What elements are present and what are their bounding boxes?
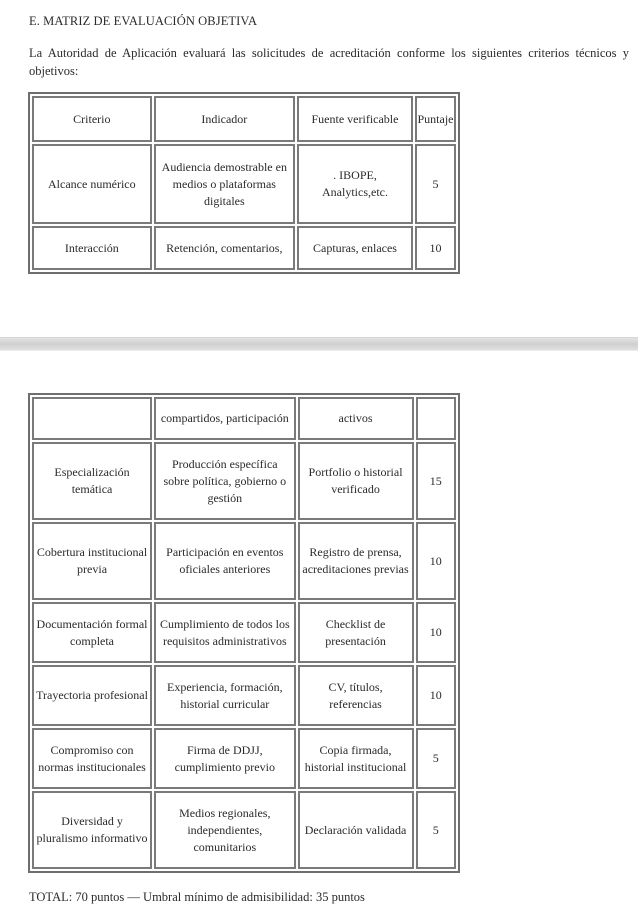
evaluation-matrix-table-part-2 [28,393,460,873]
cell-puntaje: 10 [415,226,456,270]
cell-fuente: Checklist de presentación [298,602,414,663]
cell-indicador: Participación en eventos oficiales anteriores [154,522,295,600]
cell-fuente: Capturas, enlaces [297,226,413,270]
cell-indicador: Producción específica sobre política, gobierno o gestión [154,442,295,520]
cell-criterio: Interacción [32,226,152,270]
cell-fuente: Declaración validada [298,791,414,869]
header-puntaje: Puntaje [415,96,456,142]
table-row [32,397,456,440]
cell-indicador: Audiencia demostrable en medios o plataformas digitales [154,144,295,224]
page-break-divider [0,337,638,351]
cell-criterio: Diversidad y pluralismo informativo [32,791,152,869]
section-heading: E. MATRIZ DE EVALUACIÓN OBJETIVA [29,14,258,28]
cell-fuente: . IBOPE, Analytics,etc. [297,144,413,224]
cell-fuente: Portfolio o historial verificado [298,442,414,520]
header-indicador: Indicador [154,96,295,142]
cell-indicador: compartidos, participación [154,397,295,440]
table-row [32,442,456,520]
table-row [32,602,456,663]
total-score-summary: TOTAL: 70 puntos — Umbral mínimo de admisibilidad: 35 puntos [29,890,365,904]
cell-indicador: Cumplimiento de todos los requisitos administrativos [154,602,295,663]
table-header-row [32,96,456,142]
cell-puntaje: 5 [416,791,456,869]
cell-puntaje: 10 [416,522,456,600]
cell-puntaje: 10 [416,665,456,726]
cell-criterio: Compromiso con normas institucionales [32,728,152,789]
intro-paragraph: La Autoridad de Aplicación evaluará las solicitudes de acreditación conforme los siguientes criterios técnicos y objetivos: [29,46,629,78]
cell-puntaje: 5 [416,728,456,789]
table-row [32,144,456,224]
cell-puntaje: 5 [415,144,456,224]
cell-fuente: Registro de prensa, acreditaciones previas [298,522,414,600]
table-row [32,226,456,270]
table-row [32,728,456,789]
header-criterio: Criterio [32,96,152,142]
table-row [32,665,456,726]
cell-indicador: Medios regionales, independientes, comunitarios [154,791,295,869]
cell-fuente: activos [298,397,414,440]
table-row [32,791,456,869]
cell-criterio: Especialización temática [32,442,152,520]
cell-criterio [32,397,152,440]
cell-criterio: Trayectoria profesional [32,665,152,726]
cell-indicador: Firma de DDJJ, cumplimiento previo [154,728,295,789]
evaluation-matrix-table-part-1 [28,92,460,274]
cell-indicador: Experiencia, formación, historial curricular [154,665,295,726]
table-row [32,522,456,600]
cell-puntaje: 10 [416,602,456,663]
cell-criterio: Alcance numérico [32,144,152,224]
cell-puntaje: 15 [416,442,456,520]
cell-fuente: CV, títulos, referencias [298,665,414,726]
cell-indicador: Retención, comentarios, [154,226,295,270]
header-fuente: Fuente verificable [297,96,413,142]
cell-criterio: Documentación formal completa [32,602,152,663]
cell-fuente: Copia firmada, historial institucional [298,728,414,789]
cell-criterio: Cobertura institucional previa [32,522,152,600]
cell-puntaje [416,397,456,440]
